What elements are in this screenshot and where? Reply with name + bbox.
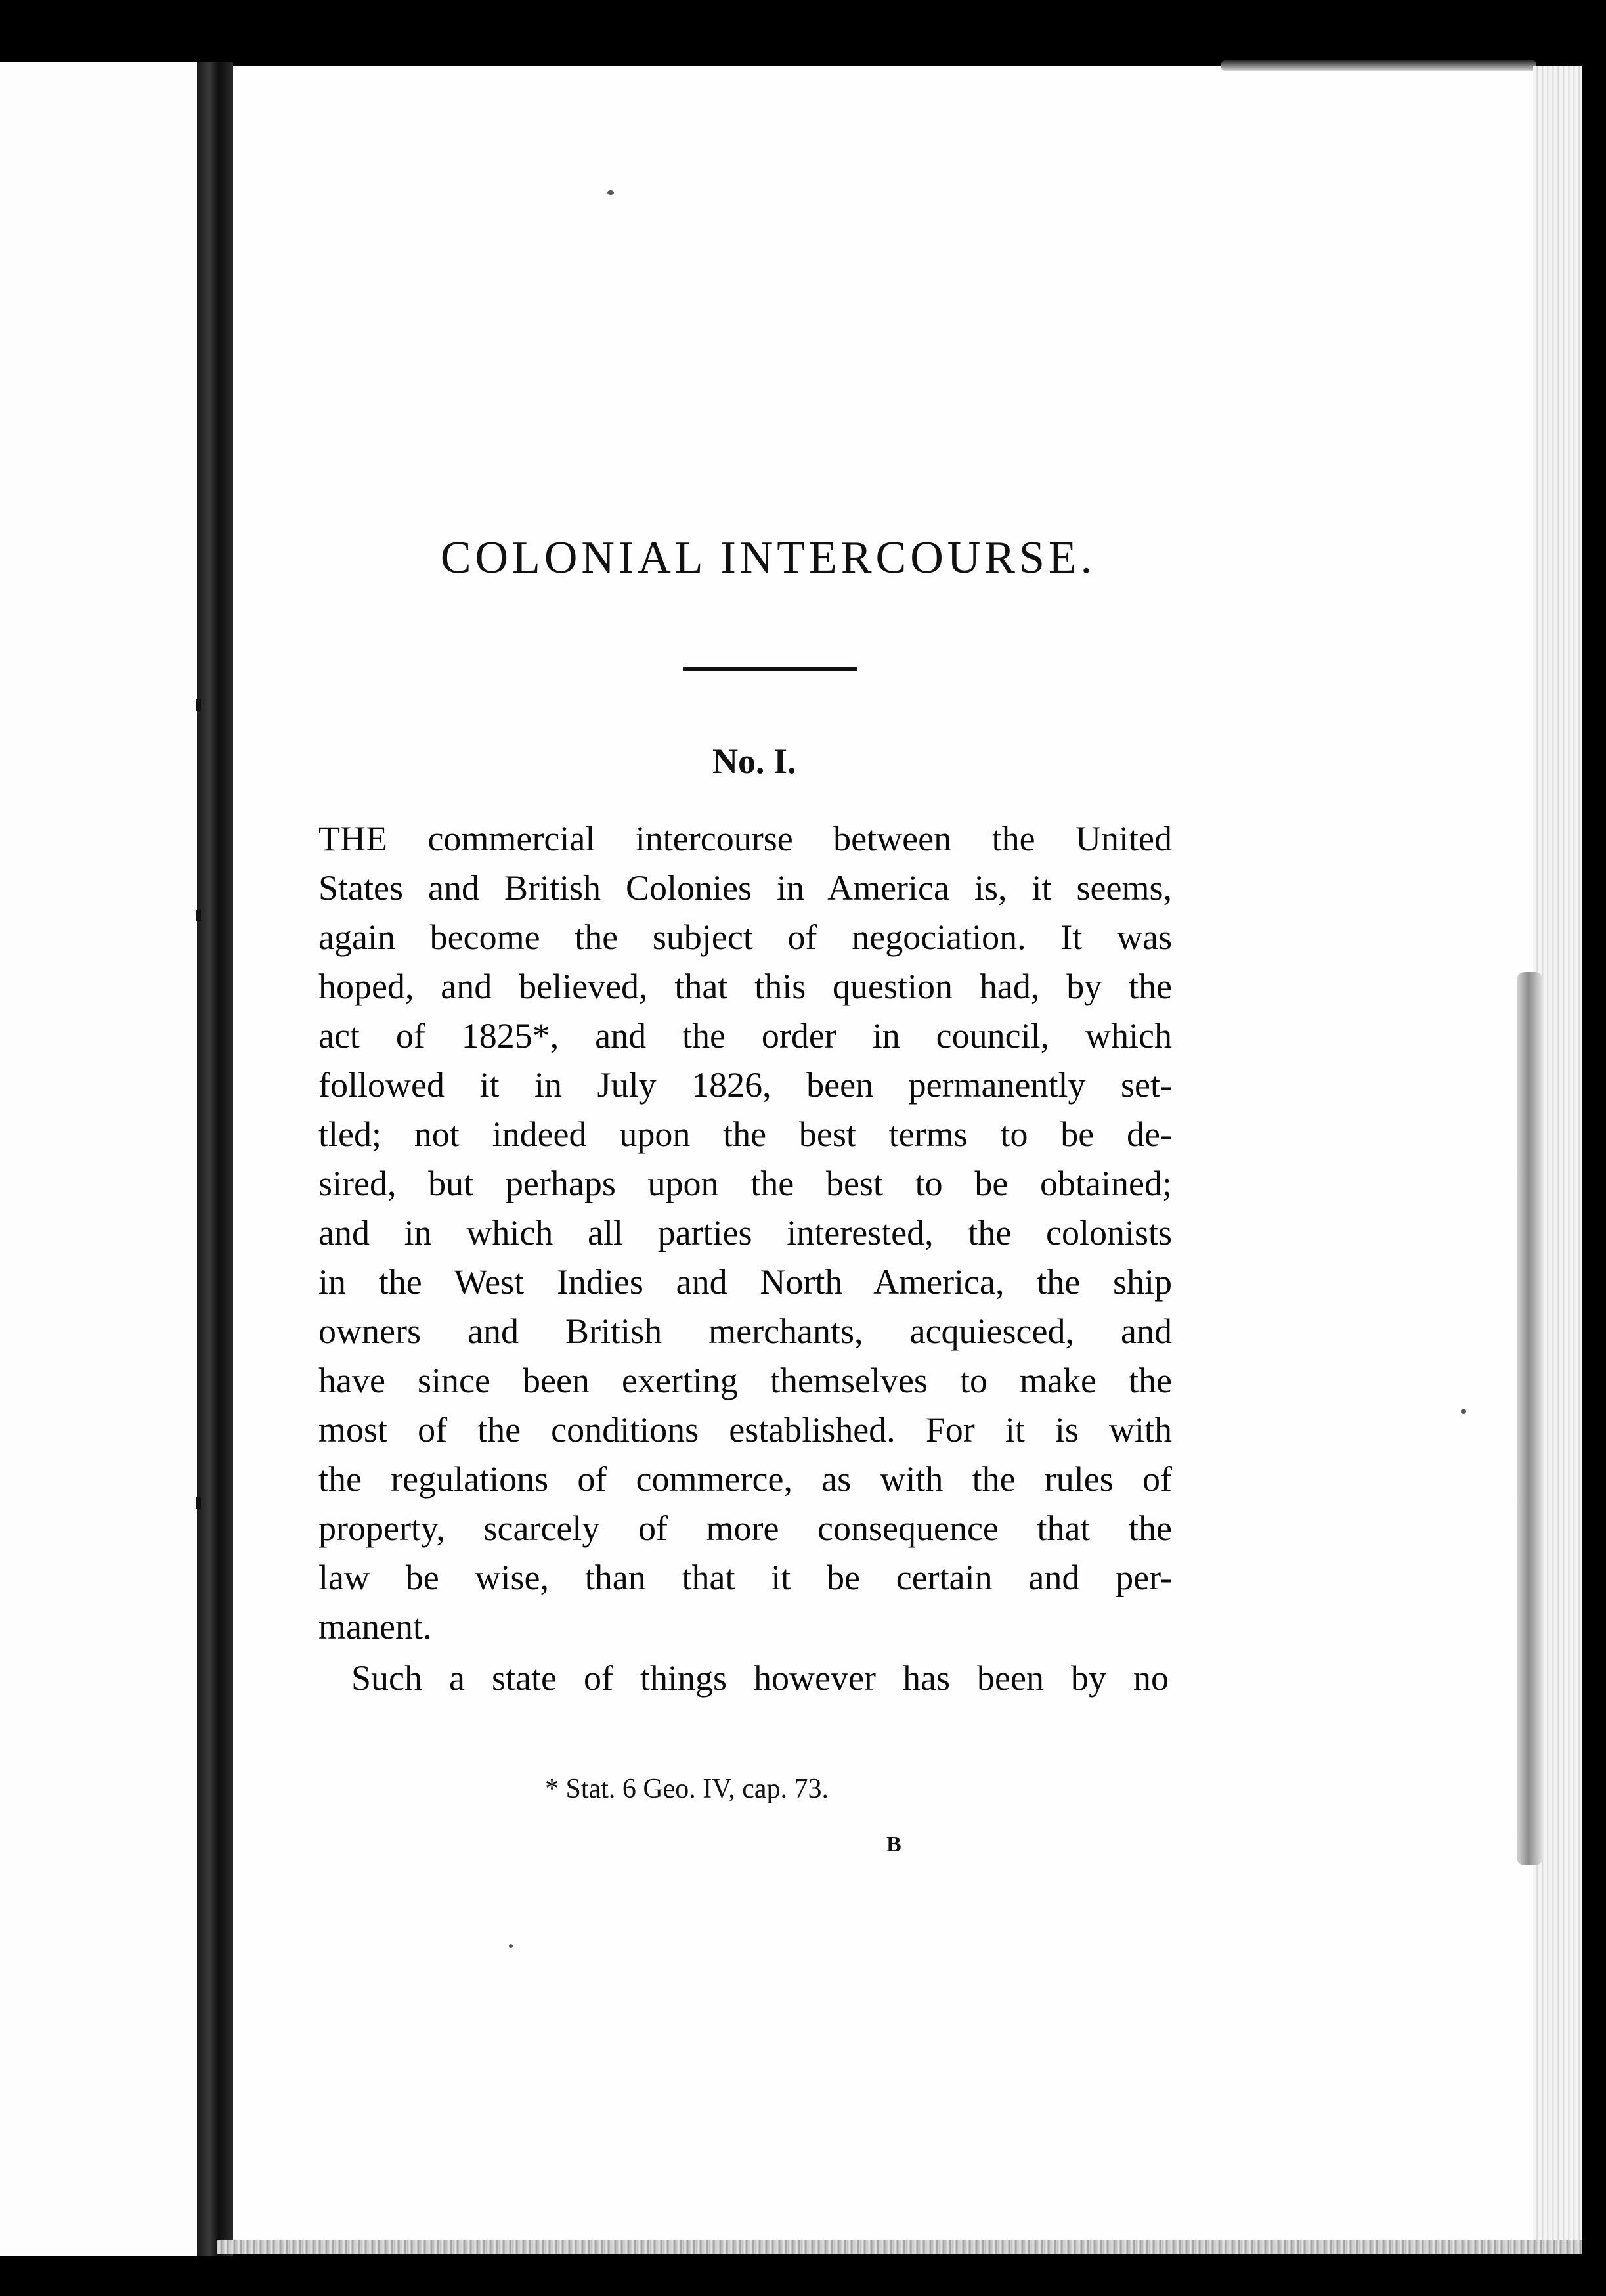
signature-mark: B: [886, 1832, 901, 1857]
text-line: law be wise, than that it be certain and per-: [318, 1558, 1172, 1597]
page-title: COLONIAL INTERCOURSE.: [440, 533, 1096, 583]
text-line: and in which all parties interested, the colonists: [318, 1213, 1172, 1252]
fore-edge-shadow: [1517, 972, 1543, 1865]
text-line: sired, but perhaps upon the best to be obtained;: [318, 1164, 1172, 1203]
text-line: Such a state of things however has been by no: [351, 1658, 1169, 1698]
gutter-mark: [196, 699, 201, 711]
text-line: followed it in July 1826, been permanently set-: [318, 1065, 1172, 1105]
paper-speck: [1461, 1409, 1466, 1414]
paragraph-2: [351, 1654, 1169, 1703]
text-line: have since been exerting themselves to make the: [318, 1361, 1172, 1400]
section-number: No. I.: [712, 741, 796, 781]
page-top-edge: [1221, 60, 1536, 71]
text-line: again become the subject of negociation. It was: [318, 917, 1172, 957]
book-gutter: [197, 62, 233, 2256]
text-line: most of the conditions established. For it is with: [318, 1410, 1172, 1449]
page-bottom-edge: [217, 2240, 1582, 2254]
text-line: manent.: [318, 1607, 432, 1646]
text-line: the regulations of commerce, as with the rules of: [318, 1459, 1172, 1499]
paper-speck: [509, 1944, 513, 1948]
text-line: act of 1825*, and the order in council, which: [318, 1016, 1172, 1055]
text-line: owners and British merchants, acquiesced, and: [318, 1312, 1172, 1351]
text-line: property, scarcely of more consequence that the: [318, 1509, 1172, 1548]
text-line: tled; not indeed upon the best terms to be de-: [318, 1115, 1172, 1154]
facing-page-edge: [0, 62, 197, 2256]
text-line: THE commercial intercourse between the United: [318, 819, 1172, 858]
text-line: hoped, and believed, that this question had, by the: [318, 967, 1172, 1006]
paper-speck: [607, 190, 614, 195]
gutter-mark: [196, 1497, 201, 1509]
gutter-mark: [196, 910, 201, 921]
footnote: * Stat. 6 Geo. IV, cap. 73.: [545, 1774, 829, 1804]
text-line: States and British Colonies in America is, it seems,: [318, 868, 1172, 908]
paragraph-1: [318, 814, 1172, 1652]
scan-border-right: [1582, 66, 1606, 2246]
text-line: in the West Indies and North America, the ship: [318, 1262, 1172, 1302]
title-rule: [683, 667, 857, 671]
